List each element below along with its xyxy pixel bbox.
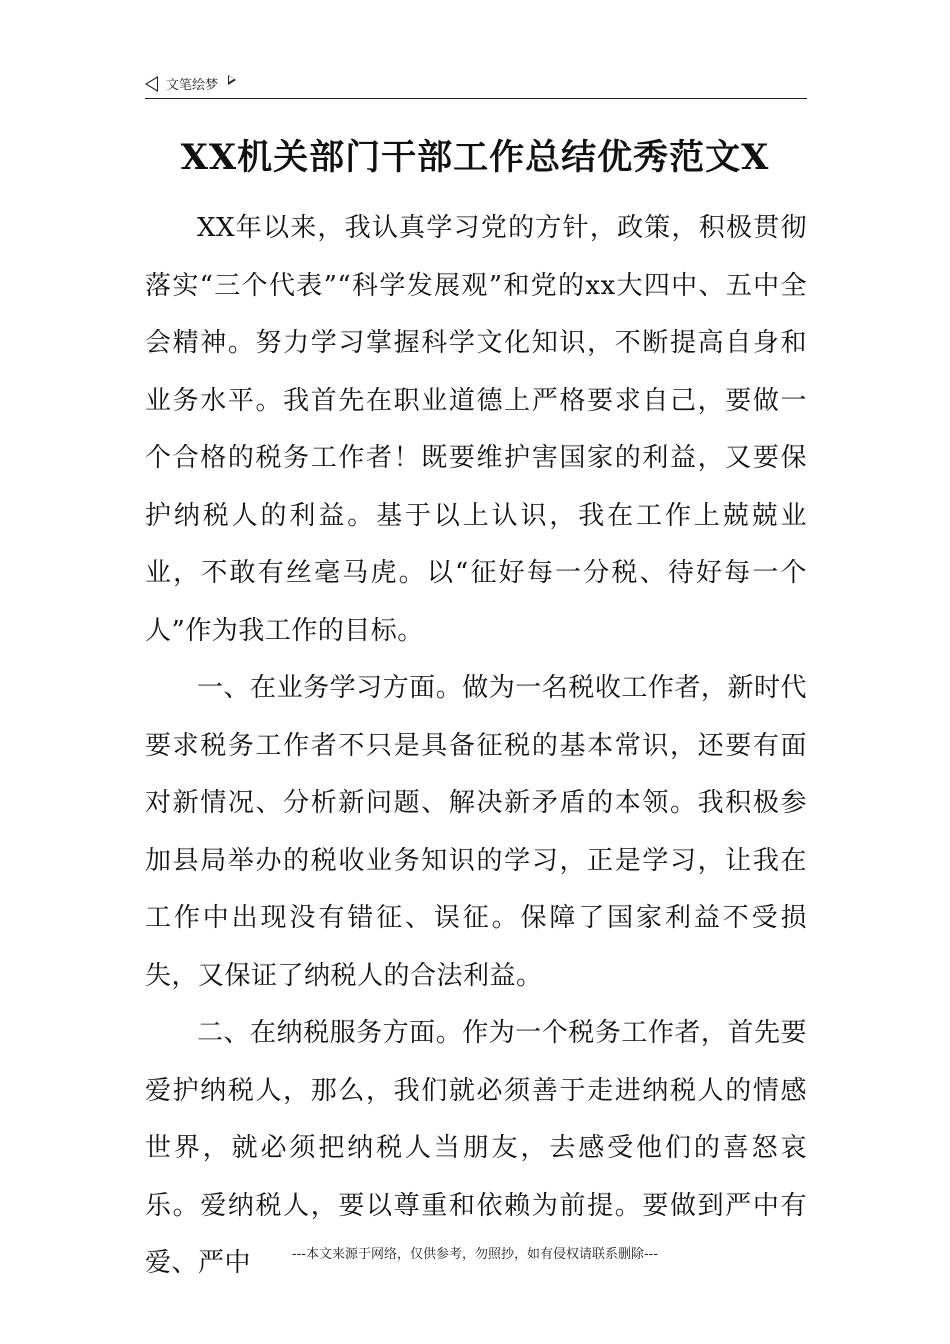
triangle-left-icon: [145, 76, 158, 92]
paragraph-1: XX年以来，我认真学习党的方针，政策，积极贯彻落实“三个代表”“科学发展观”和党的xx大四中、五中全会精神。努力学习掌握科学文化知识，不断提高自身和业务水平。我首先在职业道德上严格要求自己，要做一个合格的税务工作者！既要维护害国家的利益，又要保护纳税人的利益。基于以上认识，我在工作上兢兢业业，不敢有丝毫马虎。以“征好每一分税、待好每一个人”作为我工作的目标。: [145, 213, 807, 646]
paragraph-2: 一、在业务学习方面。做为一名税收工作者，新时代要求税务工作者不只是具备征税的基本常识，还要有面对新情况、分析新问题、解决新矛盾的本领。我积极参加县局举办的税收业务知识的学习，正是学习，让我在工作中出现没有错征、误征。保障了国家利益不受损失，又保证了纳税人的合法利益。: [145, 673, 807, 991]
document-body: [145, 200, 807, 1293]
header-brand-text: 文笔绘梦: [166, 78, 219, 93]
document-title: XX机关部门干部工作总结优秀范文X: [180, 137, 770, 178]
footer-notice: ---本文来源于网络，仅供参考，勿照抄，如有侵权请联系删除---: [291, 1247, 659, 1262]
paragraph-3: 二、在纳税服务方面。作为一个税务工作者，首先要爱护纳税人，那么，我们就必须善于走进纳税人的情感世界，就必须把纳税人当朋友，去感受他们的喜怒哀乐。爱纳税人，要以尊重和依赖为前提。要做到严中有爱、严中: [145, 1018, 807, 1278]
triangle-right-icon: [228, 75, 236, 85]
page-header: [145, 72, 807, 99]
header-brand: [145, 74, 236, 93]
